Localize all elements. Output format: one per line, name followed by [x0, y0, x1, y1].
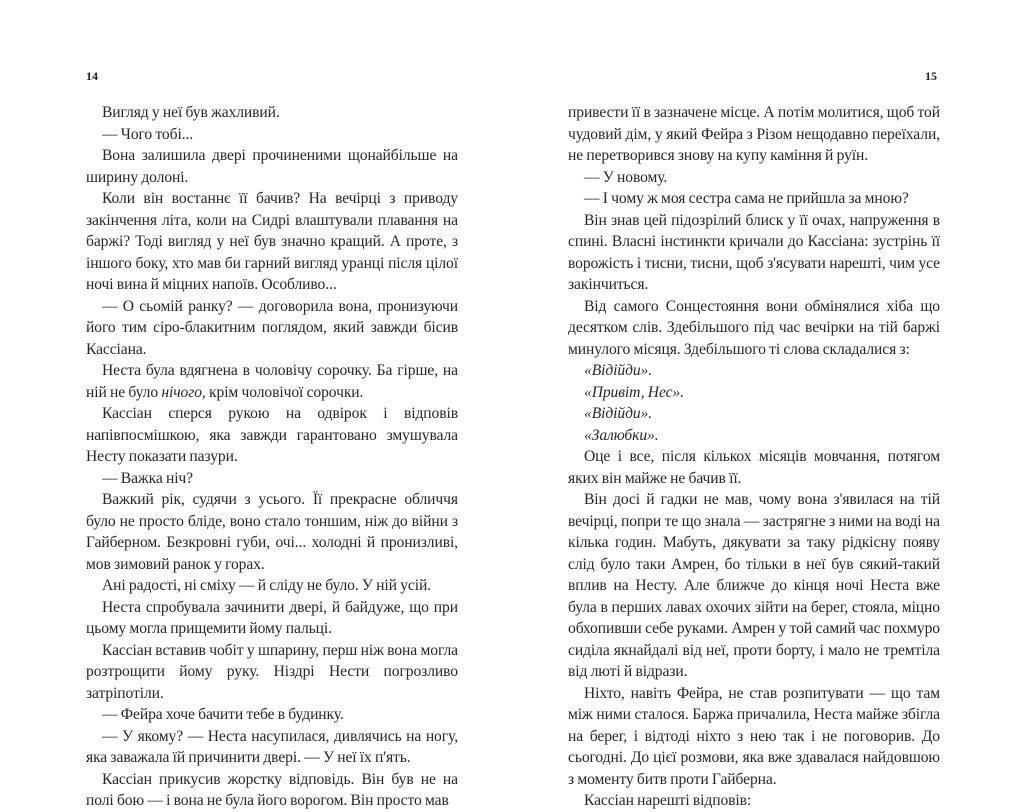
paragraph-text: Оце і все, після кількох місяців мовчання, потягом яких він майже не бачив її.: [568, 448, 940, 487]
paragraph-text: Кассіан вставив чобіт у шпарину, перш ніж вона могла розтрощити йому руку. Ніздрі Нести погрозливо затріпотіли.: [86, 641, 458, 702]
paragraph: [86, 296, 458, 361]
paragraph: [86, 597, 458, 640]
paragraph: [86, 704, 458, 726]
paragraph: [568, 102, 940, 167]
paragraph: [568, 167, 940, 189]
italic-text: «Відійди».: [584, 362, 653, 379]
paragraph: [568, 382, 940, 404]
paragraph-text: Неста була вдягнена в чоловічу сорочку. Ба гірше, на ній не було: [86, 362, 458, 401]
paragraph-text: Вигляд у неї був жахливий.: [102, 104, 280, 121]
paragraph: [86, 726, 458, 769]
paragraph: [568, 403, 940, 425]
left-page-body: [86, 102, 458, 812]
italic-text: «Відійди».: [584, 405, 653, 422]
paragraph: [86, 124, 458, 146]
paragraph: [86, 360, 458, 403]
paragraph: [86, 468, 458, 490]
paragraph-text: — Чого тобі...: [102, 125, 194, 143]
paragraph: [86, 575, 458, 597]
paragraph-text: , крім чоловічої сорочки.: [201, 383, 364, 401]
paragraph-text: Коли він востаннє її бачив? На вечірці з приводу закінчення літа, коли на Сидрі влаштували плавання на баржі? Тоді вигляд у неї був значно кращий. А проте, з іншого боку, хто мав би гарний вигляд уранці після цілої ночі вина й міцних напоїв. Особливо...: [86, 190, 458, 293]
paragraph-text: — І чому ж моя сестра сама не прийшла за мною?: [584, 190, 909, 207]
paragraph-text: Кассіан прикусив жорстку відповідь. Він був не на полі бою — і вона не була його ворогом. Він просто мав: [86, 770, 458, 809]
paragraph-text: привести її в зазначене місце. А потім молитися, щоб той чудовий дім, у який Фейра з Різом нещодавно переїхали, не перетворився знову на купу каміння й руїн.: [568, 104, 940, 164]
page-number-right: 15: [925, 69, 937, 83]
page-number-left: 14: [86, 69, 98, 83]
paragraph-text: Вона залишила двері прочиненими щонайбільше на ширину долоні.: [86, 147, 458, 186]
paragraph: [568, 360, 940, 382]
paragraph: [568, 188, 940, 210]
paragraph: [568, 683, 940, 791]
paragraph-text: Неста спробувала зачинити двері, й байдуже, що при цьому могла прищемити йому пальці.: [86, 598, 458, 637]
italic-text: «Залюбки».: [584, 426, 659, 444]
paragraph-text: — Фейра хоче бачити тебе в будинку.: [102, 706, 344, 723]
paragraph: [86, 188, 458, 296]
paragraph: [568, 790, 940, 812]
paragraph: [86, 403, 458, 468]
paragraph-text: — У новому.: [584, 168, 668, 186]
paragraph: [86, 640, 458, 705]
paragraph-text: Ніхто, навіть Фейра, не став розпитувати — що там між ними сталося. Баржа причалила, Неста майже збігла на берег, і відтоді ніхто з нею так і не поговорив. До сьогодні. До цієї розмови, яка вже здавалася найдовшою з моменту битв проти Гайберна.: [568, 684, 940, 788]
paragraph-text: Ані радості, ні сміху — й сліду не було. У ній усій.: [102, 577, 431, 594]
paragraph: [568, 425, 940, 447]
paragraph-text: Він досі й гадки не мав, чому вона з'явилася на тій вечірці, попри те що знала — застрягне з ними на воді на кілька годин. Мабуть, дякувати за таку рідкісну появу слід було таки Амрен, бо тільки в неї був сякий-такий вплив на Несту. Але ближче до кінця ночі Неста вже була в перших лавах охочих зійти на берег, стояла, міцно обхопивши себе руками. Амрен у той самий час похмуро сиділа якнайдалі від неї, проти борту, і мало не тремтіла від люті й відрази.: [568, 491, 940, 680]
paragraph: [86, 145, 458, 188]
paragraph-text: Кассіан нарешті відповів:: [584, 792, 752, 809]
paragraph: [86, 769, 458, 812]
paragraph-text: Важкий рік, судячи з усього. Її прекрасне обличчя було не просто бліде, воно стало тоншим, ніж до війни з Гайберном. Безкровні губи, очі... холодні й пронизливі, мов зимовий ранок у горах.: [86, 491, 458, 573]
paragraph-text: — О сьомій ранку? — договорила вона, пронизуючи його тим сіро-блакитним поглядом, який завжди бісив Кассіана.: [86, 297, 458, 358]
paragraph: [86, 489, 458, 575]
paragraph-text: Від самого Сонцестояння вони обмінялися хіба що десятком слів. Здебільшого під час вечірки на тій баржі минулого місяця. Здебільшого ті слова складалися з:: [568, 297, 940, 358]
italic-text: нічого: [161, 383, 202, 401]
paragraph-text: Він знав цей підозрілий блиск у її очах, напруження в спині. Власні інстинкти кричали до Кассіана: зустрінь її ворожість і тисни, тисни, щоб з'ясувати нарешті, чим усе закінчиться.: [568, 211, 940, 293]
paragraph: [568, 489, 940, 683]
italic-text: «Привіт, Нес».: [584, 383, 684, 401]
paragraph: [568, 296, 940, 361]
paragraph: [568, 210, 940, 296]
paragraph-text: — У якому? — Неста насупилася, дивлячись на ногу, яка заважала їй причинити двері. — У неї їх п'ять.: [86, 727, 458, 766]
paragraph: [568, 446, 940, 489]
right-page-body: [568, 102, 940, 812]
paragraph-text: — Важка ніч?: [102, 469, 193, 487]
paragraph: [86, 102, 458, 124]
paragraph-text: Кассіан сперся рукою на одвірок і відповів напівпосмішкою, яка завжди гарантовано змушувала Несту показати пазури.: [86, 405, 458, 465]
